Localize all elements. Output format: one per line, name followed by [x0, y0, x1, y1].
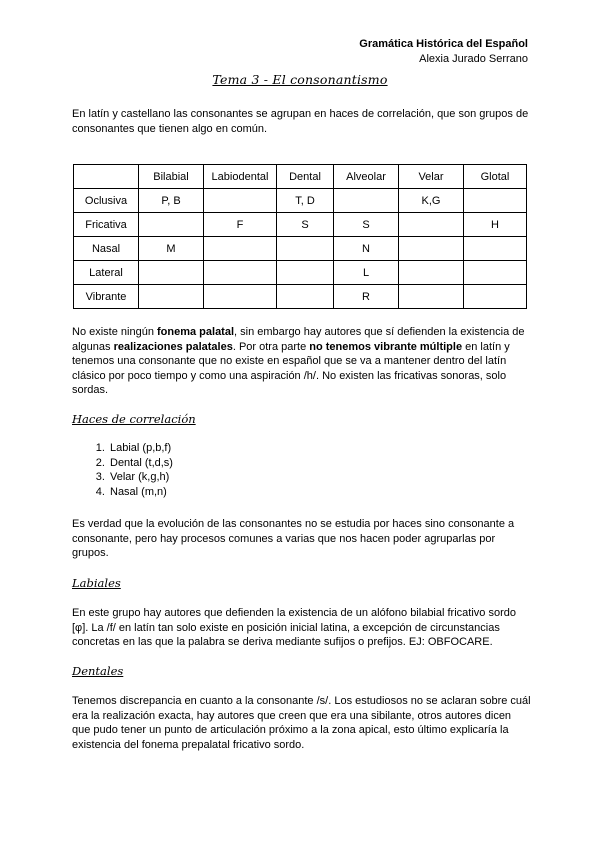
table-row [74, 189, 527, 213]
palatal-paragraph [72, 325, 532, 398]
text-span: , sin embargo hay autores que sí defienden la existencia de algunas [72, 326, 525, 353]
table-cell [277, 285, 334, 309]
table-row [74, 213, 527, 237]
dentales-paragraph: Tenemos discrepancia en cuanto a la consonante /s/. Los estudiosos no se aclaran sobre cuál era la realización exacta, hay autores que creen que era una sibilante, otros autores dicen que pudo tener un punto de articulación próximo a la zona apical, esto último explicaría la existencia del fonema prepalatal fricativo sordo. [72, 695, 531, 751]
section-heading-labiales: Labiales [72, 576, 121, 590]
table-cell [277, 261, 334, 285]
section-heading-haces: Haces de correlación [72, 412, 196, 426]
table-cell: S [334, 213, 399, 237]
row-label-cell: Fricativa [74, 213, 139, 237]
table-cell: N [334, 237, 399, 261]
list-item: 3. Velar (k,g,h) [108, 470, 173, 485]
table-cell: S [277, 213, 334, 237]
table-header-cell: Bilabial [139, 165, 204, 189]
table-header-cell: Velar [399, 165, 464, 189]
evolution-paragraph: Es verdad que la evolución de las consonantes no se estudia por haces sino consonante a consonante, pero hay procesos comunes a varias que nos hacen poder agruparlas por grupos. [72, 518, 515, 559]
table-cell: R [334, 285, 399, 309]
table-cell [399, 261, 464, 285]
table-cell [334, 189, 399, 213]
table-row [74, 261, 527, 285]
table-cell [464, 261, 527, 285]
table-cell [204, 261, 277, 285]
table-cell: L [334, 261, 399, 285]
table-cell [204, 237, 277, 261]
bold-span: realizaciones palatales [113, 340, 233, 353]
table-cell [204, 285, 277, 309]
table-cell [139, 213, 204, 237]
table-row [74, 285, 527, 309]
table-cell [399, 285, 464, 309]
table-cell: K,G [399, 189, 464, 213]
table-cell [464, 285, 527, 309]
course-title: Gramática Histórica del Español [359, 38, 528, 50]
table-cell: F [204, 213, 277, 237]
text-span: No existe ningún [72, 326, 157, 338]
page-header [359, 37, 528, 67]
table-cell [464, 189, 527, 213]
author-name: Alexia Jurado Serrano [419, 53, 528, 65]
table-header-cell: Alveolar [334, 165, 399, 189]
table-cell: M [139, 237, 204, 261]
intro-paragraph: En latín y castellano las consonantes se agrupan en haces de correlación, que son grupos de consonantes que tienen algo en común. [72, 108, 529, 135]
table-header-cell [74, 165, 139, 189]
list-item: 4. Nasal (m,n) [108, 485, 173, 500]
table-header-cell: Dental [277, 165, 334, 189]
table-cell: T, D [277, 189, 334, 213]
text-span: en latín y tenemos una consonante que no existe en español que se va a mantener dentro del latín clásico por poco tiempo y como una aspiración /h/. No existen las fricativas sonoras, solo sordas. [72, 340, 510, 396]
table-cell [139, 261, 204, 285]
list-item: 1. Labial (p,b,f) [108, 441, 173, 456]
bold-span: no tenemos vibrante múltiple [309, 340, 463, 353]
table-cell [464, 237, 527, 261]
table-cell: P, B [139, 189, 204, 213]
section-heading-dentales: Dentales [72, 664, 124, 678]
document-title: Tema 3 - El consonantismo [212, 72, 388, 87]
table-header-row [74, 165, 527, 189]
table-cell [399, 237, 464, 261]
table-cell [204, 189, 277, 213]
text-span: . Por otra parte [232, 340, 310, 353]
table-cell [139, 285, 204, 309]
row-label-cell: Oclusiva [74, 189, 139, 213]
haces-list [72, 441, 173, 499]
table-header-cell: Glotal [464, 165, 527, 189]
table-row [74, 237, 527, 261]
table-cell: H [464, 213, 527, 237]
row-label-cell: Vibrante [74, 285, 139, 309]
table-cell [277, 237, 334, 261]
bold-span: fonema palatal [157, 326, 235, 338]
list-item: 2. Dental (t,d,s) [108, 456, 173, 471]
table-header-cell: Labiodental [204, 165, 277, 189]
row-label-cell: Lateral [74, 261, 139, 285]
table-cell [399, 213, 464, 237]
consonant-table [73, 164, 527, 309]
row-label-cell: Nasal [74, 237, 139, 261]
labiales-paragraph: En este grupo hay autores que defienden la existencia de un alófono bilabial fricativo sordo [φ]. La /f/ en latín tan solo existe en posición inicial latina, a excepción de circunstancias concretas en las que la palabra se deriva mediante sufijos o prefijos. EJ: OBFOCARE. [72, 607, 516, 648]
